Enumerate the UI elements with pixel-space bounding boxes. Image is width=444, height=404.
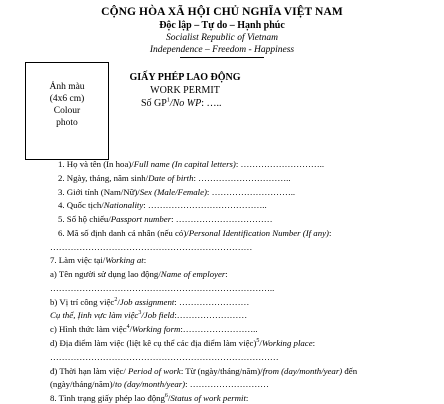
field-passport: 5. Số hộ chiếu/Passport number: …………………………… <box>58 214 273 225</box>
dotted-line: ………………………………………………………………….. <box>50 282 275 293</box>
photo-box <box>25 62 109 160</box>
country-heading-en: Socialist Republic of Vietnam <box>166 33 278 43</box>
field-nationality: 4. Quốc tịch/Nationality: ………………………………….. <box>58 200 267 211</box>
photo-label-1: Ảnh màu <box>49 82 85 92</box>
field-permit-status: 8. Tình trạng giấy phép lao động$^6$/Status of work permit: <box>50 393 249 403</box>
country-heading: CỘNG HÒA XÃ HỘI CHỦ NGHĨA VIỆT NAM <box>101 6 343 18</box>
field-working-place: d) Địa điểm làm việc (liệt kê cụ thể các địa điểm làm việc)$^5$/Working place: <box>50 337 316 348</box>
dotted-line: …………………………………………………………………… <box>50 351 279 362</box>
field-personal-id: 6. Mã số định danh cá nhân (nếu có)/Personal Identification Number (If any): <box>58 227 332 238</box>
motto-heading: Độc lập – Tự do – Hạnh phúc <box>159 20 285 31</box>
header-divider <box>180 57 264 58</box>
field-period: đ) Thời hạn làm việc/ Period of work: Từ (ngày/tháng/năm)/from (day/month/year) đến <box>50 365 358 376</box>
photo-label-4: photo <box>56 118 78 128</box>
permit-number: Số $GP^1/No$ WP: ….. <box>141 97 222 109</box>
photo-label-3: Colour <box>53 106 81 116</box>
permit-title: GIẤY PHÉP LAO ĐỘNG <box>129 72 241 83</box>
photo-label-2: (4x6 cm) <box>49 94 85 104</box>
field-job-field: Cụ thể, Ịinh vực làm việc$^3$/Job field:…………………… <box>50 310 248 321</box>
field-working-at: 7. Làm việc tại/Working at: <box>50 255 147 266</box>
field-job-assignment: b) Vị trí công việc$^2$/Job assignment: …………………… <box>50 296 250 307</box>
field-period-to: (ngày/tháng/năm)/to (day/month/year): ……………………… <box>50 379 269 390</box>
dotted-line: …………………………………………………………… <box>50 241 253 252</box>
field-employer: a) Tên người sử dụng lao động/Name of employer: <box>50 269 228 280</box>
field-full-name: 1. Họ và tên (In hoa)/Full name (In capital letters): ……………………….. <box>58 159 325 169</box>
field-working-form: c) Hình thức làm việc$^4$/Working form:…………………….. <box>50 324 258 335</box>
motto-heading-en: Independence – Freedom - Happiness <box>149 45 295 55</box>
field-date-of-birth: 2. Ngày, tháng, năm sinh/Date of birth: ………………………….. <box>58 172 291 183</box>
permit-title-block <box>125 72 245 109</box>
field-sex: 3. Giới tính (Nam/Nữ)/Sex (Male/Female): ……………………….. <box>58 186 296 197</box>
permit-title-en: WORK PERMIT <box>150 85 220 96</box>
